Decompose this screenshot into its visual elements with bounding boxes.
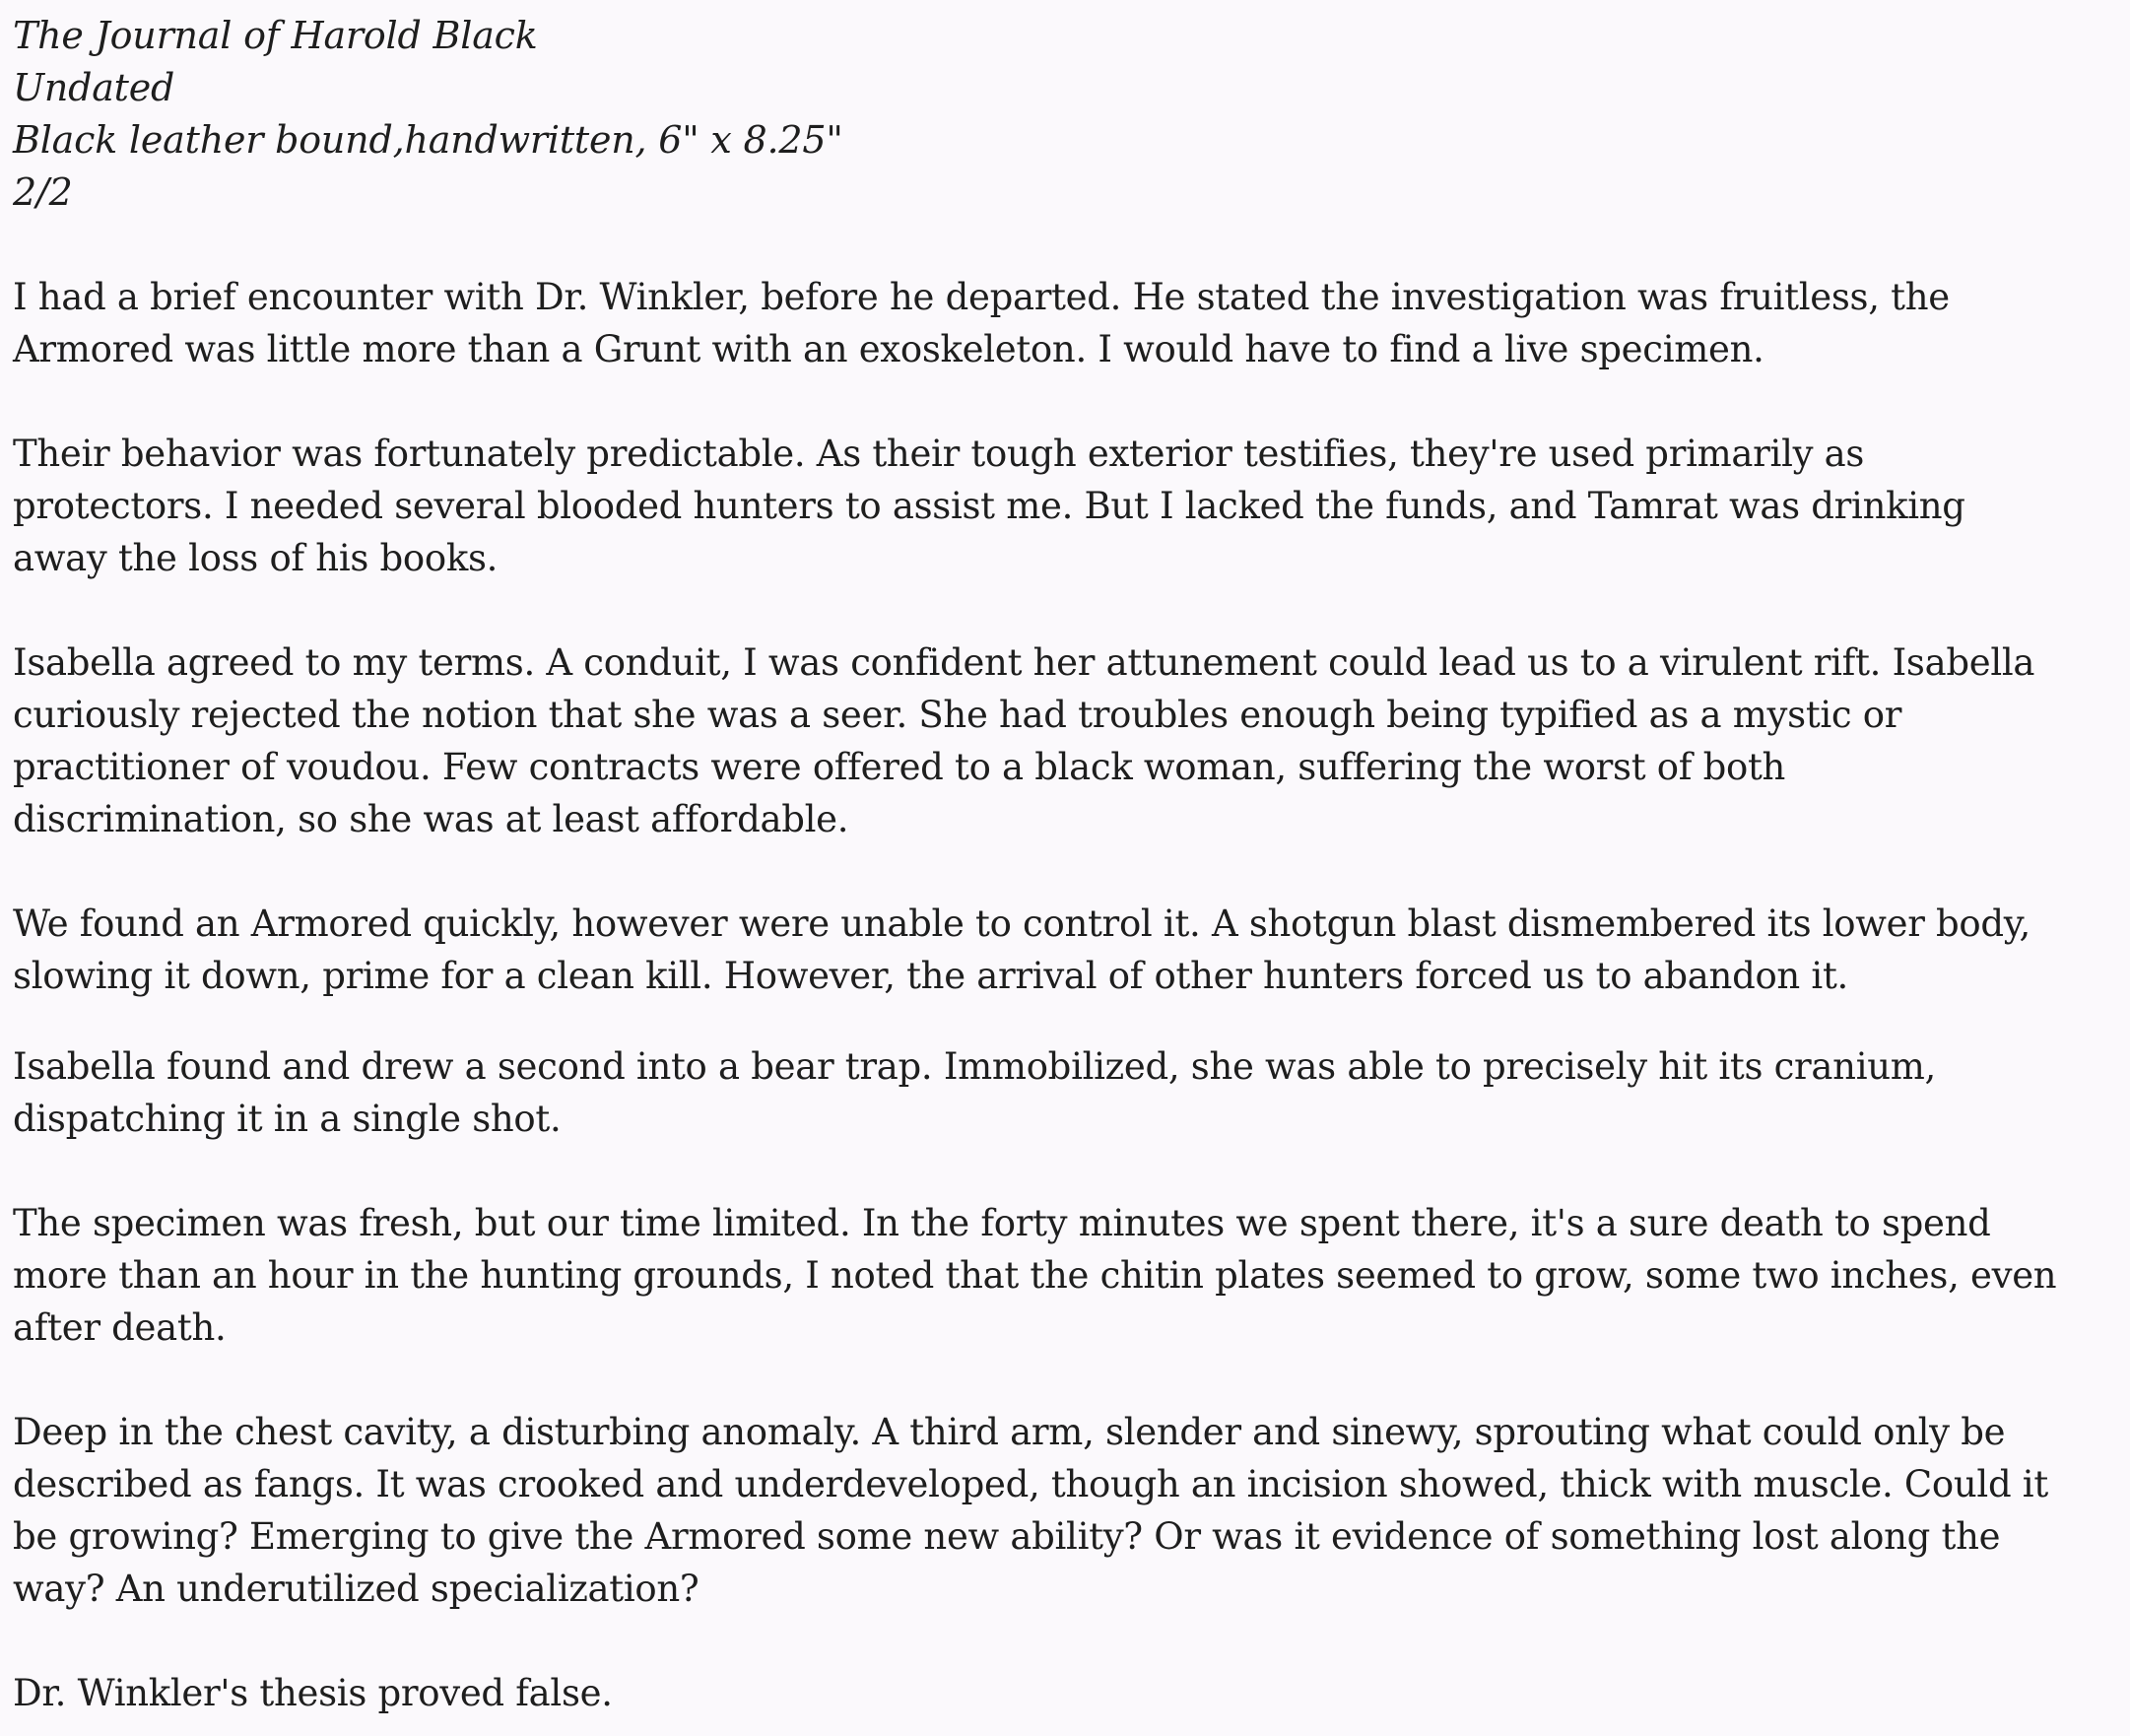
journal-document: [13, 10, 2062, 1719]
paragraph-5: Isabella found and drew a second into a bear trap. Immobilized, she was able to precisely hit its cranium, dispatching it in a single shot.: [13, 1045, 1937, 1140]
paragraph-6: The specimen was fresh, but our time limited. In the forty minutes we spent there, it's a sure death to spend more than an hour in the hunting grounds, I noted that the chitin plates seemed to grow, some two inches, even after death.: [13, 1202, 2057, 1349]
journal-description: Black leather bound,handwritten, 6" x 8.25": [13, 118, 843, 162]
paragraph-2: Their behavior was fortunately predictable. As their tough exterior testifies, they're used primarily as protectors. I needed several blooded hunters to assist me. But I lacked the funds, and Tamrat was drinking away the loss of his books.: [13, 433, 1965, 579]
page-number: 2/2: [13, 170, 73, 214]
journal-date: Undated: [13, 66, 175, 109]
paragraph-1: I had a brief encounter with Dr. Winkler, before he departed. He stated the investigation was fruitless, the Armored was little more than a Grunt with an exoskeleton. I would have to find a live specimen.: [13, 276, 1950, 370]
paragraph-3: Isabella agreed to my terms. A conduit, I was confident her attunement could lead us to a virulent rift. Isabella curiously rejected the notion that she was a seer. She had troubles enough being typified as a mystic or practitioner of voudou. Few contracts were offered to a black woman, suffering the worst of both discrimination, so she was at least affordable.: [13, 641, 2035, 840]
journal-title: The Journal of Harold Black: [13, 14, 538, 57]
journal-header: [13, 10, 2062, 219]
paragraph-8: Dr. Winkler's thesis proved false.: [13, 1672, 613, 1714]
paragraph-7: Deep in the chest cavity, a disturbing anomaly. A third arm, slender and sinewy, sprouting what could only be described as fangs. It was crooked and underdeveloped, though an incision showed, thick with muscle. Could it be growing? Emerging to give the Armored some new ability? Or was it evidence of something lost along the way? An underutilized specialization?: [13, 1411, 2048, 1610]
paragraph-4: We found an Armored quickly, however were unable to control it. A shotgun blast dismembered its lower body, slowing it down, prime for a clean kill. However, the arrival of other hunters forced us to abandon it.: [13, 902, 2030, 997]
